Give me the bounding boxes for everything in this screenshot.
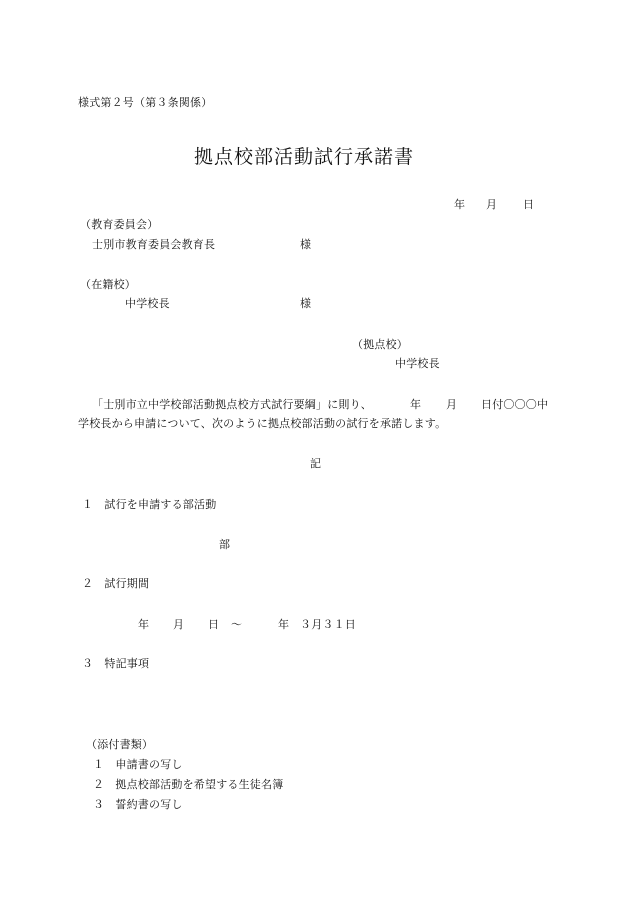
ki-heading: 記 xyxy=(310,457,322,470)
document-title: 拠点校部活動試行承諾書 xyxy=(194,146,415,168)
period-start-year: 年 xyxy=(138,618,150,631)
attachments-heading: （添付書類） xyxy=(86,738,154,751)
body-line1-date: 日付〇〇〇中 xyxy=(481,398,549,411)
addressee-board-honorific: 様 xyxy=(300,238,312,251)
addressee-board-name: 士別市教育委員会教育長 xyxy=(92,238,216,251)
addressee-school-group: （在籍校） xyxy=(80,278,136,291)
attachment-item: ２ 拠点校部活動を希望する生徒名簿 xyxy=(93,778,284,791)
body-line1-month: 月 xyxy=(446,398,458,411)
sender-name: 中学校長 xyxy=(395,357,440,370)
date-day: 日 xyxy=(523,198,535,211)
period-end-year: 年 xyxy=(278,618,290,631)
section-notes-label: ３ 特記事項 xyxy=(82,657,150,670)
body-line2: 学校長から申請について、次のように拠点校部活動の試行を承諾します。 xyxy=(78,417,447,430)
section-period-label: ２ 試行期間 xyxy=(82,577,150,590)
addressee-school-name: 中学校長 xyxy=(125,297,170,310)
period-start-day: 日 xyxy=(208,618,220,631)
period-tilde: ～ xyxy=(231,618,243,631)
date-month: 月 xyxy=(486,198,498,211)
addressee-board-group: （教育委員会） xyxy=(80,218,159,231)
body-line1-year: 年 xyxy=(410,398,422,411)
addressee-school-honorific: 様 xyxy=(300,297,312,310)
period-start-month: 月 xyxy=(173,618,185,631)
attachment-item: ３ 誓約書の写し xyxy=(93,798,183,811)
form-number: 様式第２号（第３条関係） xyxy=(78,96,213,109)
date-year: 年 xyxy=(454,198,466,211)
attachment-item: １ 申請書の写し xyxy=(93,758,183,771)
body-line1-text: 「士別市立中学校部活動拠点校方式試行要綱」に則り、 xyxy=(92,398,372,411)
period-end-date: ３月３１日 xyxy=(300,618,356,631)
section-club-label: １ 試行を申請する部活動 xyxy=(82,498,217,511)
sender-group: （拠点校） xyxy=(352,338,408,351)
section-club-suffix: 部 xyxy=(219,538,231,551)
